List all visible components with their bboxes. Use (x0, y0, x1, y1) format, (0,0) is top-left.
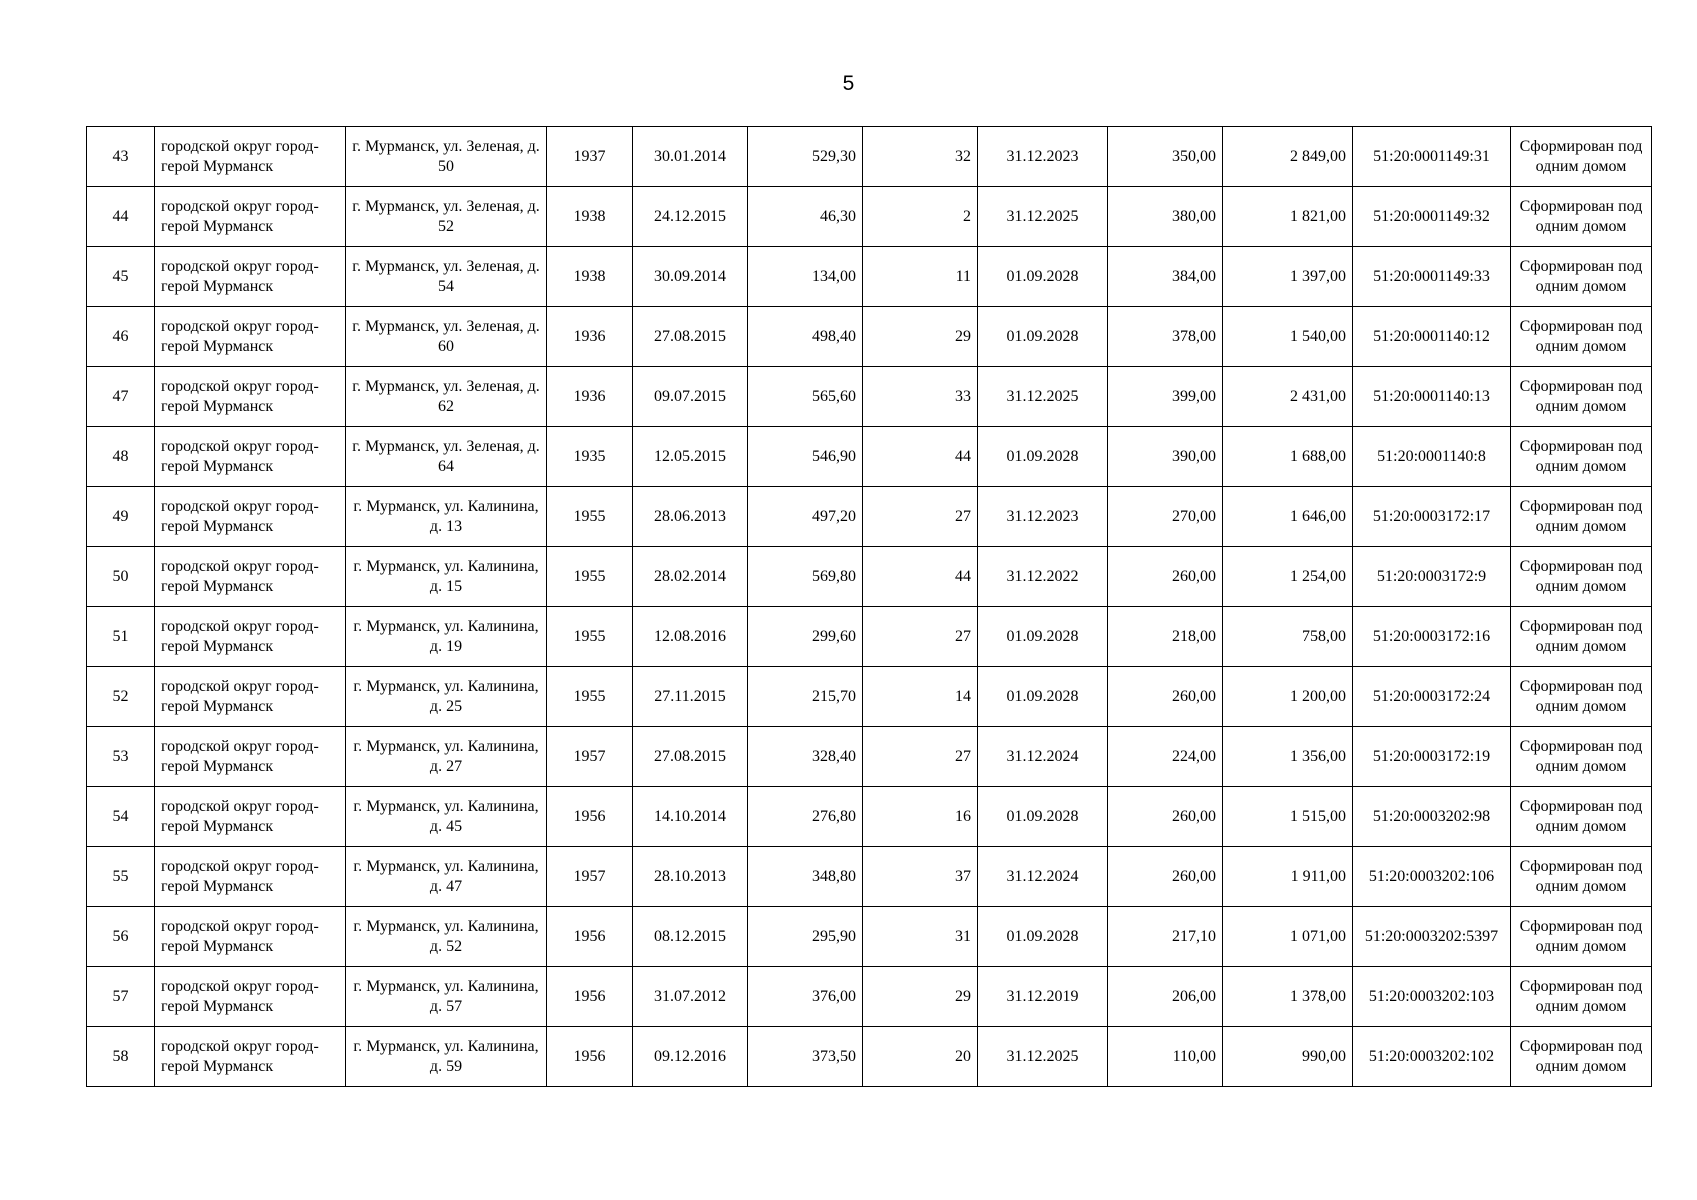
address-cell: г. Мурманск, ул. Калинина, д. 19 (346, 607, 547, 667)
land-area-cell: 218,00 (1108, 607, 1223, 667)
status-cell: Сформирован под одним домом (1511, 907, 1652, 967)
plot-area-cell: 1 071,00 (1223, 907, 1353, 967)
residents-cell: 2 (863, 187, 978, 247)
table-row (87, 727, 1652, 787)
build-year-cell: 1956 (547, 907, 633, 967)
municipality-cell: городской округ город-герой Мурманск (155, 787, 346, 847)
municipality-cell: городской округ город-герой Мурманск (155, 367, 346, 427)
plot-area-cell: 1 378,00 (1223, 967, 1353, 1027)
municipality-cell: городской округ город-герой Мурманск (155, 607, 346, 667)
table-row (87, 967, 1652, 1027)
area-cell: 565,60 (748, 367, 863, 427)
cadastral-number-cell: 51:20:0001140:13 (1353, 367, 1511, 427)
municipality-cell: городской округ город-герой Мурманск (155, 247, 346, 307)
row-number-cell: 55 (87, 847, 155, 907)
row-number-cell: 46 (87, 307, 155, 367)
deadline-cell: 31.12.2025 (978, 1027, 1108, 1087)
table-body (87, 127, 1652, 1087)
residents-cell: 37 (863, 847, 978, 907)
build-year-cell: 1936 (547, 367, 633, 427)
table-row (87, 547, 1652, 607)
status-cell: Сформирован под одним домом (1511, 247, 1652, 307)
table-row (87, 787, 1652, 847)
land-area-cell: 399,00 (1108, 367, 1223, 427)
address-cell: г. Мурманск, ул. Калинина, д. 59 (346, 1027, 547, 1087)
plot-area-cell: 1 515,00 (1223, 787, 1353, 847)
table-row (87, 487, 1652, 547)
deadline-cell: 01.09.2028 (978, 247, 1108, 307)
build-year-cell: 1955 (547, 547, 633, 607)
cadastral-number-cell: 51:20:0003202:5397 (1353, 907, 1511, 967)
address-cell: г. Мурманск, ул. Зеленая, д. 60 (346, 307, 547, 367)
row-number-cell: 43 (87, 127, 155, 187)
area-cell: 134,00 (748, 247, 863, 307)
plot-area-cell: 1 397,00 (1223, 247, 1353, 307)
deadline-cell: 01.09.2028 (978, 907, 1108, 967)
plot-area-cell: 1 911,00 (1223, 847, 1353, 907)
build-year-cell: 1956 (547, 787, 633, 847)
row-number-cell: 56 (87, 907, 155, 967)
residents-cell: 32 (863, 127, 978, 187)
land-area-cell: 260,00 (1108, 787, 1223, 847)
date-cell: 28.02.2014 (633, 547, 748, 607)
address-cell: г. Мурманск, ул. Зеленая, д. 54 (346, 247, 547, 307)
area-cell: 328,40 (748, 727, 863, 787)
build-year-cell: 1938 (547, 187, 633, 247)
address-cell: г. Мурманск, ул. Зеленая, д. 62 (346, 367, 547, 427)
cadastral-number-cell: 51:20:0001140:8 (1353, 427, 1511, 487)
deadline-cell: 01.09.2028 (978, 667, 1108, 727)
deadline-cell: 31.12.2025 (978, 367, 1108, 427)
status-cell: Сформирован под одним домом (1511, 487, 1652, 547)
cadastral-number-cell: 51:20:0003172:24 (1353, 667, 1511, 727)
status-cell: Сформирован под одним домом (1511, 187, 1652, 247)
status-cell: Сформирован под одним домом (1511, 127, 1652, 187)
date-cell: 08.12.2015 (633, 907, 748, 967)
table-row (87, 427, 1652, 487)
address-cell: г. Мурманск, ул. Зеленая, д. 52 (346, 187, 547, 247)
status-cell: Сформирован под одним домом (1511, 367, 1652, 427)
residents-cell: 29 (863, 307, 978, 367)
table-row (87, 187, 1652, 247)
address-cell: г. Мурманск, ул. Калинина, д. 52 (346, 907, 547, 967)
cadastral-number-cell: 51:20:0003202:106 (1353, 847, 1511, 907)
land-area-cell: 260,00 (1108, 847, 1223, 907)
status-cell: Сформирован под одним домом (1511, 967, 1652, 1027)
plot-area-cell: 1 254,00 (1223, 547, 1353, 607)
date-cell: 12.08.2016 (633, 607, 748, 667)
land-area-cell: 380,00 (1108, 187, 1223, 247)
plot-area-cell: 758,00 (1223, 607, 1353, 667)
table-row (87, 1027, 1652, 1087)
plot-area-cell: 2 849,00 (1223, 127, 1353, 187)
row-number-cell: 44 (87, 187, 155, 247)
land-area-cell: 350,00 (1108, 127, 1223, 187)
row-number-cell: 48 (87, 427, 155, 487)
cadastral-number-cell: 51:20:0001149:32 (1353, 187, 1511, 247)
area-cell: 215,70 (748, 667, 863, 727)
status-cell: Сформирован под одним домом (1511, 547, 1652, 607)
cadastral-number-cell: 51:20:0003172:17 (1353, 487, 1511, 547)
table-row (87, 307, 1652, 367)
date-cell: 28.10.2013 (633, 847, 748, 907)
build-year-cell: 1957 (547, 847, 633, 907)
deadline-cell: 31.12.2022 (978, 547, 1108, 607)
area-cell: 295,90 (748, 907, 863, 967)
table-row (87, 907, 1652, 967)
row-number-cell: 57 (87, 967, 155, 1027)
table-row (87, 367, 1652, 427)
row-number-cell: 51 (87, 607, 155, 667)
land-area-cell: 224,00 (1108, 727, 1223, 787)
land-area-cell: 260,00 (1108, 667, 1223, 727)
cadastral-number-cell: 51:20:0003172:16 (1353, 607, 1511, 667)
table-row (87, 127, 1652, 187)
municipality-cell: городской округ город-герой Мурманск (155, 847, 346, 907)
land-area-cell: 384,00 (1108, 247, 1223, 307)
residents-cell: 29 (863, 967, 978, 1027)
plot-area-cell: 1 688,00 (1223, 427, 1353, 487)
municipality-cell: городской округ город-герой Мурманск (155, 667, 346, 727)
residents-cell: 16 (863, 787, 978, 847)
date-cell: 09.07.2015 (633, 367, 748, 427)
plot-area-cell: 1 356,00 (1223, 727, 1353, 787)
municipality-cell: городской округ город-герой Мурманск (155, 307, 346, 367)
area-cell: 546,90 (748, 427, 863, 487)
row-number-cell: 52 (87, 667, 155, 727)
date-cell: 31.07.2012 (633, 967, 748, 1027)
land-area-cell: 260,00 (1108, 547, 1223, 607)
plot-area-cell: 2 431,00 (1223, 367, 1353, 427)
area-cell: 497,20 (748, 487, 863, 547)
residents-cell: 14 (863, 667, 978, 727)
deadline-cell: 31.12.2023 (978, 487, 1108, 547)
municipality-cell: городской округ город-герой Мурманск (155, 427, 346, 487)
area-cell: 376,00 (748, 967, 863, 1027)
build-year-cell: 1937 (547, 127, 633, 187)
cadastral-number-cell: 51:20:0001140:12 (1353, 307, 1511, 367)
land-area-cell: 378,00 (1108, 307, 1223, 367)
plot-area-cell: 1 821,00 (1223, 187, 1353, 247)
build-year-cell: 1957 (547, 727, 633, 787)
status-cell: Сформирован под одним домом (1511, 427, 1652, 487)
status-cell: Сформирован под одним домом (1511, 307, 1652, 367)
deadline-cell: 31.12.2024 (978, 727, 1108, 787)
cadastral-number-cell: 51:20:0001149:31 (1353, 127, 1511, 187)
status-cell: Сформирован под одним домом (1511, 847, 1652, 907)
municipality-cell: городской округ город-герой Мурманск (155, 127, 346, 187)
table-row (87, 847, 1652, 907)
table-row (87, 247, 1652, 307)
municipality-cell: городской округ город-герой Мурманск (155, 727, 346, 787)
status-cell: Сформирован под одним домом (1511, 607, 1652, 667)
build-year-cell: 1938 (547, 247, 633, 307)
row-number-cell: 47 (87, 367, 155, 427)
land-area-cell: 270,00 (1108, 487, 1223, 547)
land-area-cell: 390,00 (1108, 427, 1223, 487)
municipality-cell: городской округ город-герой Мурманск (155, 1027, 346, 1087)
residents-cell: 27 (863, 607, 978, 667)
row-number-cell: 45 (87, 247, 155, 307)
deadline-cell: 31.12.2024 (978, 847, 1108, 907)
date-cell: 30.09.2014 (633, 247, 748, 307)
date-cell: 27.08.2015 (633, 307, 748, 367)
municipality-cell: городской округ город-герой Мурманск (155, 967, 346, 1027)
address-cell: г. Мурманск, ул. Калинина, д. 57 (346, 967, 547, 1027)
residents-cell: 11 (863, 247, 978, 307)
area-cell: 569,80 (748, 547, 863, 607)
municipality-cell: городской округ город-герой Мурманск (155, 487, 346, 547)
address-cell: г. Мурманск, ул. Калинина, д. 15 (346, 547, 547, 607)
address-cell: г. Мурманск, ул. Калинина, д. 47 (346, 847, 547, 907)
row-number-cell: 58 (87, 1027, 155, 1087)
row-number-cell: 50 (87, 547, 155, 607)
address-cell: г. Мурманск, ул. Зеленая, д. 50 (346, 127, 547, 187)
build-year-cell: 1936 (547, 307, 633, 367)
residents-cell: 27 (863, 487, 978, 547)
municipality-cell: городской округ город-герой Мурманск (155, 547, 346, 607)
cadastral-number-cell: 51:20:0003202:103 (1353, 967, 1511, 1027)
cadastral-number-cell: 51:20:0003172:19 (1353, 727, 1511, 787)
deadline-cell: 01.09.2028 (978, 427, 1108, 487)
address-cell: г. Мурманск, ул. Калинина, д. 45 (346, 787, 547, 847)
build-year-cell: 1935 (547, 427, 633, 487)
date-cell: 09.12.2016 (633, 1027, 748, 1087)
plot-area-cell: 1 200,00 (1223, 667, 1353, 727)
cadastral-number-cell: 51:20:0003202:98 (1353, 787, 1511, 847)
status-cell: Сформирован под одним домом (1511, 727, 1652, 787)
deadline-cell: 31.12.2025 (978, 187, 1108, 247)
address-cell: г. Мурманск, ул. Калинина, д. 13 (346, 487, 547, 547)
date-cell: 24.12.2015 (633, 187, 748, 247)
address-cell: г. Мурманск, ул. Калинина, д. 25 (346, 667, 547, 727)
date-cell: 27.11.2015 (633, 667, 748, 727)
cadastral-number-cell: 51:20:0003172:9 (1353, 547, 1511, 607)
deadline-cell: 31.12.2019 (978, 967, 1108, 1027)
area-cell: 348,80 (748, 847, 863, 907)
land-area-cell: 110,00 (1108, 1027, 1223, 1087)
area-cell: 299,60 (748, 607, 863, 667)
plot-area-cell: 1 646,00 (1223, 487, 1353, 547)
row-number-cell: 49 (87, 487, 155, 547)
residents-cell: 33 (863, 367, 978, 427)
build-year-cell: 1955 (547, 667, 633, 727)
housing-registry-table (86, 126, 1652, 1087)
address-cell: г. Мурманск, ул. Зеленая, д. 64 (346, 427, 547, 487)
residents-cell: 27 (863, 727, 978, 787)
deadline-cell: 01.09.2028 (978, 307, 1108, 367)
area-cell: 498,40 (748, 307, 863, 367)
deadline-cell: 01.09.2028 (978, 607, 1108, 667)
date-cell: 12.05.2015 (633, 427, 748, 487)
area-cell: 373,50 (748, 1027, 863, 1087)
municipality-cell: городской округ город-герой Мурманск (155, 907, 346, 967)
build-year-cell: 1956 (547, 1027, 633, 1087)
area-cell: 276,80 (748, 787, 863, 847)
land-area-cell: 206,00 (1108, 967, 1223, 1027)
area-cell: 46,30 (748, 187, 863, 247)
area-cell: 529,30 (748, 127, 863, 187)
row-number-cell: 54 (87, 787, 155, 847)
residents-cell: 20 (863, 1027, 978, 1087)
build-year-cell: 1956 (547, 967, 633, 1027)
residents-cell: 31 (863, 907, 978, 967)
cadastral-number-cell: 51:20:0003202:102 (1353, 1027, 1511, 1087)
cadastral-number-cell: 51:20:0001149:33 (1353, 247, 1511, 307)
page-number: 5 (842, 72, 855, 95)
status-cell: Сформирован под одним домом (1511, 667, 1652, 727)
deadline-cell: 31.12.2023 (978, 127, 1108, 187)
date-cell: 27.08.2015 (633, 727, 748, 787)
build-year-cell: 1955 (547, 487, 633, 547)
row-number-cell: 53 (87, 727, 155, 787)
deadline-cell: 01.09.2028 (978, 787, 1108, 847)
table-row (87, 667, 1652, 727)
date-cell: 30.01.2014 (633, 127, 748, 187)
land-area-cell: 217,10 (1108, 907, 1223, 967)
plot-area-cell: 990,00 (1223, 1027, 1353, 1087)
build-year-cell: 1955 (547, 607, 633, 667)
date-cell: 28.06.2013 (633, 487, 748, 547)
status-cell: Сформирован под одним домом (1511, 1027, 1652, 1087)
address-cell: г. Мурманск, ул. Калинина, д. 27 (346, 727, 547, 787)
status-cell: Сформирован под одним домом (1511, 787, 1652, 847)
residents-cell: 44 (863, 547, 978, 607)
municipality-cell: городской округ город-герой Мурманск (155, 187, 346, 247)
plot-area-cell: 1 540,00 (1223, 307, 1353, 367)
date-cell: 14.10.2014 (633, 787, 748, 847)
residents-cell: 44 (863, 427, 978, 487)
table-row (87, 607, 1652, 667)
